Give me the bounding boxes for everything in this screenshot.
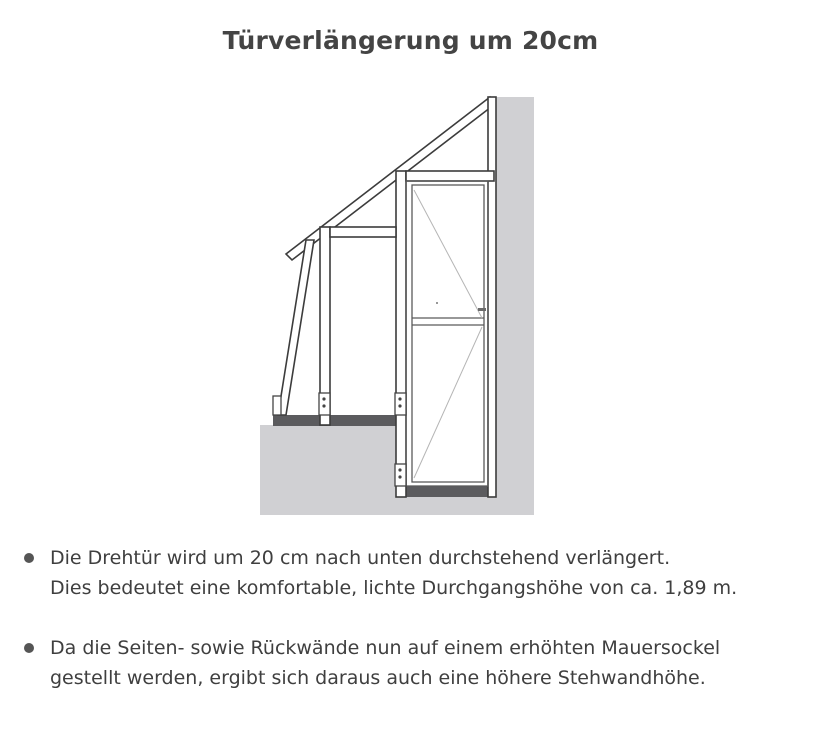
door-handle-dot: [436, 302, 438, 304]
bullet-item: [20, 633, 815, 693]
bullet-line: Dies bedeutet eine komfortable, lichte Durchgangshöhe von ca. 1,89 m.: [50, 577, 738, 599]
bullet-item: [20, 543, 815, 603]
floor-fill: [396, 496, 495, 515]
bullet-line: gestellt werden, ergibt sich daraus auch eine höhere Stehwandhöhe.: [50, 667, 706, 689]
door-top-beam: [406, 171, 494, 181]
door-handle: [478, 308, 486, 311]
bracket-door-post-lower: [395, 464, 406, 486]
bullet-dot-icon: [24, 553, 34, 563]
bullet-dot-icon: [24, 643, 34, 653]
door-swing-line-1: [414, 190, 482, 318]
bracket-door-post-upper: [395, 393, 406, 415]
door-frame-outer: [406, 181, 488, 486]
masonry-base: [260, 425, 396, 515]
back-wall: [495, 97, 534, 515]
bullet-line: Da die Seiten- sowie Rückwände nun auf einem erhöhten Mauersockel: [50, 637, 721, 659]
base-sill-door: [396, 486, 489, 497]
rear-post: [488, 97, 496, 497]
front-slanted-post: [278, 240, 314, 415]
side-beam: [330, 227, 396, 237]
bracket-inner-post: [319, 393, 330, 415]
base-sill-left: [273, 415, 406, 426]
door-swing-line-2: [414, 327, 482, 478]
door-frame-inner: [412, 185, 484, 482]
bullet-line: Die Drehtür wird um 20 cm nach unten durchstehend verlängert.: [50, 547, 671, 569]
bracket-front-post: [273, 396, 281, 415]
page-title: Türverlängerung um 20cm: [222, 26, 599, 55]
door-post: [396, 171, 406, 497]
